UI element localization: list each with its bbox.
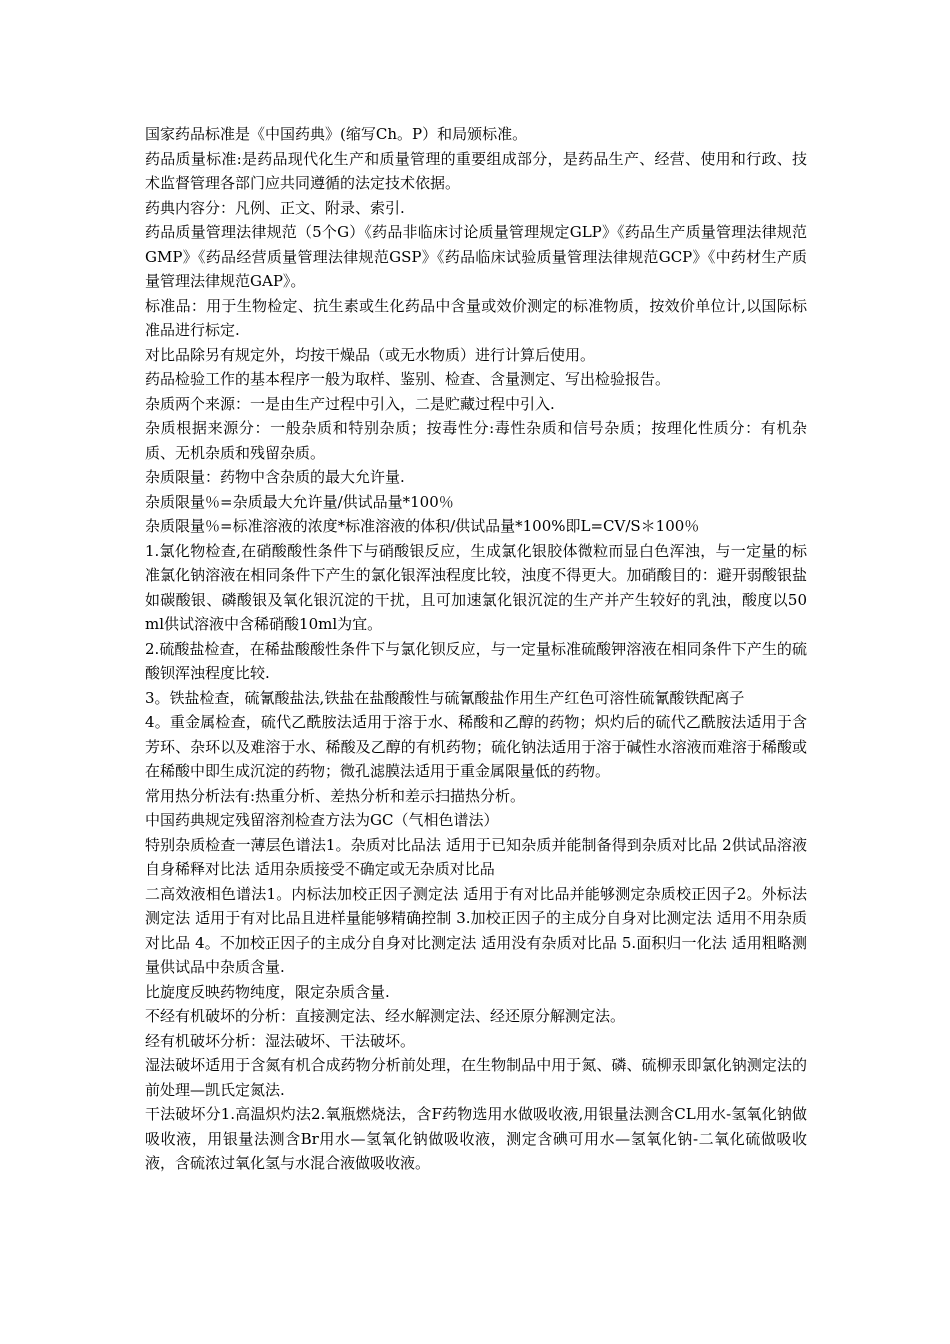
paragraph-reference-substance: 对比品除另有规定外，均按干燥品（或无水物质）进行计算后使用。 [145,345,596,364]
document-body [145,122,807,1176]
paragraph-thermal-analysis: 常用热分析法有:热重分析、差热分析和差示扫描热分析。 [145,786,526,805]
paragraph-limit-formula-1: 杂质限量％=杂质最大允许量/供试品量*100％ [145,492,454,511]
paragraph-pharmacopoeia-contents: 药典内容分：凡例、正文、附录、索引. [145,198,405,217]
paragraph-specific-rotation: 比旋度反映药物纯度，限定杂质含量. [145,982,390,1001]
paragraph-inspection-procedure: 药品检验工作的基本程序一般为取样、鉴别、检查、含量测定、写出检验报告。 [145,370,671,388]
paragraph-tlc-method: 特别杂质检查一薄层色谱法1。杂质对比品法 适用于已知杂质并能制备得到杂质对比品 2供试品溶液自身稀释对比法 适用杂质接受不确定或无杂质对比品 [145,835,807,878]
paragraph-limit-formula-2: 杂质限量％=标准溶液的浓度*标准溶液的体积/供试品量*100%即L=CV/S＊100％ [145,517,700,535]
paragraph-5g-regulations: 药品质量管理法律规范（5个G）《药品非临床讨论质量管理规定GLP》《药品生产质量管理法律规范GMP》《药品经营质量管理法律规范GSP》《药品临床试验质量管理法律规范GCP》《中药材生产质量管理法律规范GAP》。 [145,223,807,290]
paragraph-sulfate-test: 2.硫酸盐检查，在稀盐酸酸性条件下与氯化钡反应，与一定量标准硫酸钾溶液在相同条件下产生的硫酸钡浑浊程度比较. [145,639,807,682]
paragraph-dry-digestion: 干法破坏分1.高温炽灼法2.氧瓶燃烧法，含F药物选用水做吸收液,用银量法测含CL用水-氢氧化钠做吸收液，用银量法测含Br用水—氢氧化钠做吸收液，测定含碘可用水—氢氧化钠-二氧化硫做吸收液，含硫浓过氧化氢与水混合液做吸收液。 [145,1105,807,1172]
paragraph-national-standard: 国家药品标准是《中国药典》(缩写Ch。P）和局颁标准。 [145,125,528,143]
paragraph-standard-substance: 标准品：用于生物检定、抗生素或生化药品中含量或效价测定的标准物质，按效价单位计,以国际标准品进行标定. [145,296,807,339]
paragraph-impurity-classification: 杂质根据来源分：一般杂质和特别杂质；按毒性分:毒性杂质和信号杂质；按理化性质分：有机杂质、无机杂质和残留杂质。 [145,419,807,462]
paragraph-heavy-metal-test: 4。重金属检查，硫代乙酰胺法适用于溶于水、稀酸和乙醇的药物；炽灼后的硫代乙酰胺法适用于含芳环、杂环以及难溶于水、稀酸及乙醇的有机药物；硫化钠法适用于溶于碱性水溶液而难溶于稀酸或在稀酸中即生成沉淀的药物；微孔滤膜法适用于重金属限量低的药物。 [145,713,807,780]
paragraph-iron-test: 3。铁盐检查，硫氰酸盐法,铁盐在盐酸酸性与硫氰酸盐作用生产红色可溶性硫氰酸铁配离子 [145,688,745,707]
paragraph-destructive-analysis: 经有机破坏分析：湿法破坏、干法破坏。 [145,1031,416,1050]
paragraph-residual-solvent: 中国药典规定残留溶剂检查方法为GC（气相色谱法） [145,811,499,829]
paragraph-impurity-limit: 杂质限量：药物中含杂质的最大允许量. [145,468,405,486]
paragraph-wet-digestion: 湿法破坏适用于含氮有机合成药物分析前处理，在生物制品中用于氮、磷、硫柳汞即氯化钠测定法的前处理—凯氏定氮法. [145,1056,807,1099]
paragraph-quality-standard: 药品质量标准:是药品现代化生产和质量管理的重要组成部分，是药品生产、经营、使用和行政、技术监督管理各部门应共同遵循的法定技术依据。 [145,149,807,192]
paragraph-chloride-test: 1.氯化物检查,在硝酸酸性条件下与硝酸银反应，生成氯化银胶体微粒而显白色浑浊，与一定量的标准氯化钠溶液在相同条件下产生的氯化银浑浊程度比较，浊度不得更大。加硝酸目的：避开弱酸银盐如碳酸银、磷酸银及氧化银沉淀的干扰，且可加速氯化银沉淀的生产并产生较好的乳浊，酸度以50ml供试溶液中含稀硝酸10ml为宜。 [145,541,807,633]
paragraph-non-destructive-analysis: 不经有机破坏的分析：直接测定法、经水解测定法、经还原分解测定法。 [145,1007,626,1025]
paragraph-impurity-sources: 杂质两个来源：一是由生产过程中引入，二是贮藏过程中引入. [145,394,555,413]
paragraph-hplc-method: 二高效液相色谱法1。内标法加校正因子测定法 适用于有对比品并能够测定杂质校正因子2。外标法测定法 适用于有对比品且进样量能够精确控制 3.加校正因子的主成分自身对比测定法 适用不用杂质对比品 4。不加校正因子的主成分自身对比测定法 适用没有杂质对比品 5.面积归一化法 适用粗略测量供试品中杂质含量. [145,884,807,976]
